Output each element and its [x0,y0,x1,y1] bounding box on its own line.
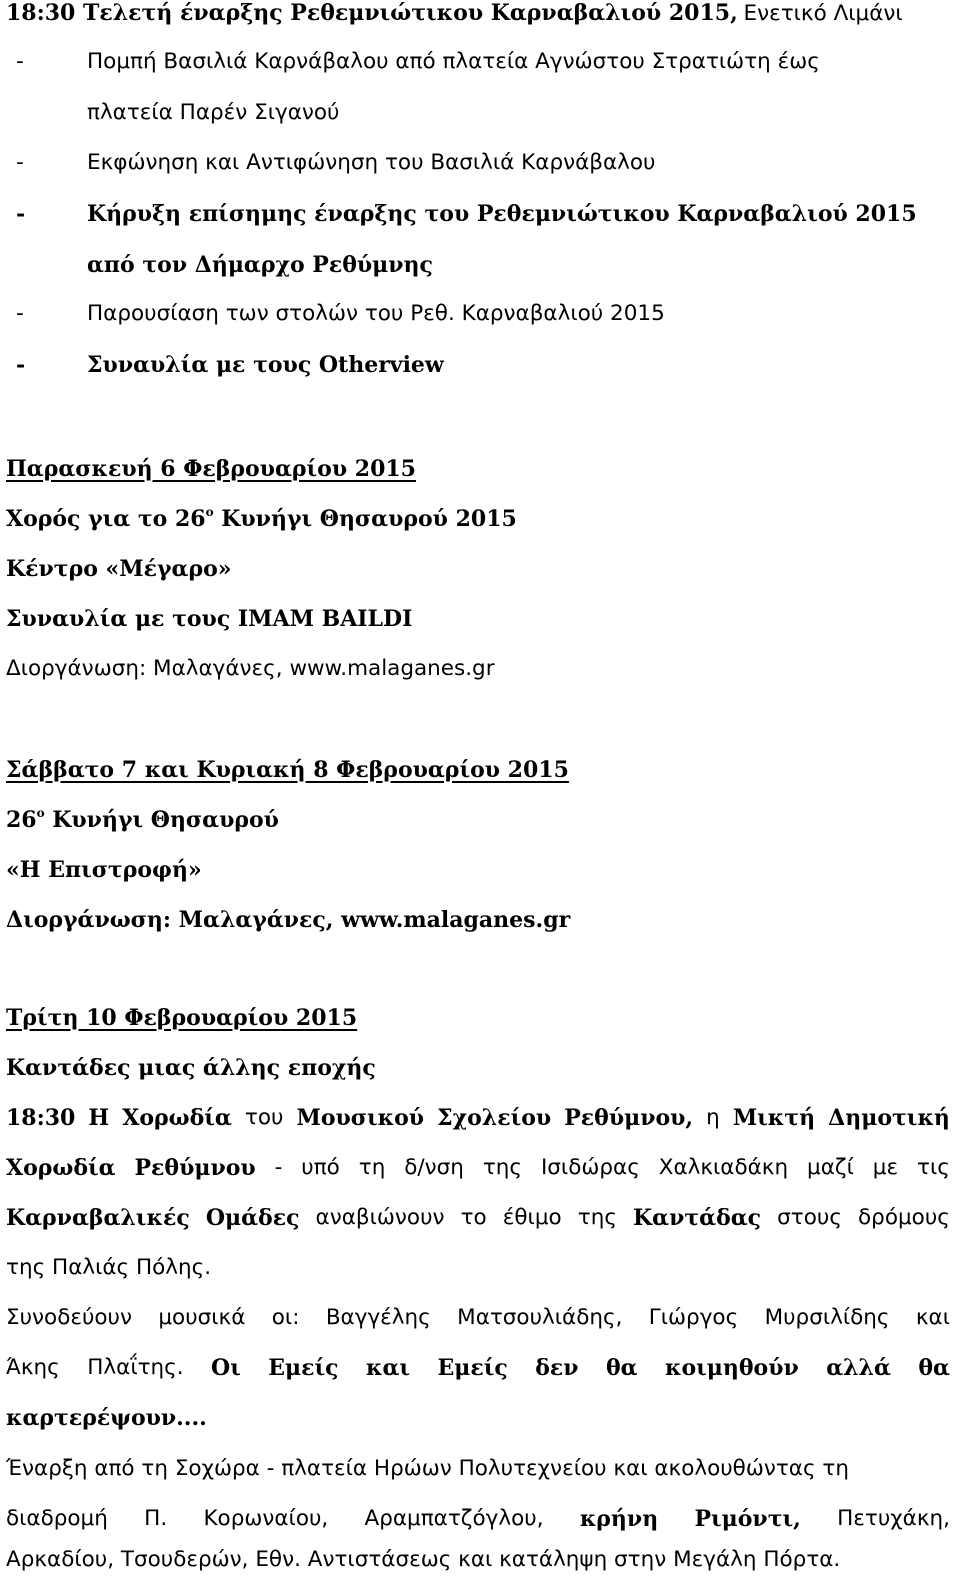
weekend-event-pre: 26 [6,807,37,833]
text-segment: Ρεθύμνου [134,1155,256,1181]
text-segment: Καρναβαλικές [6,1205,190,1231]
text-segment: Βαγγέλης [325,1305,431,1330]
text-segment: Μικτή [732,1105,816,1131]
text-segment: Γιώργος [648,1305,739,1330]
text-segment: έθιμο [502,1205,562,1230]
text-segment: Μυρσιλίδης [764,1305,890,1330]
text-segment: μουσικά [158,1305,246,1330]
tuesday-p2-line2 [6,1353,950,1383]
text-segment: θα [605,1355,638,1381]
list-dash: - [16,201,26,227]
friday-event-sup: ο [205,505,214,519]
ceremony-heading-title: 18:30 Τελετή έναρξης Ρεθεμνιώτικου Καρναβαλιού 2015, [6,0,738,26]
text-segment: Άκης [6,1355,60,1380]
friday-organizer: Διοργάνωση: Μαλαγάνες, www.malaganes.gr [6,656,495,681]
tuesday-p1-line2 [6,1153,950,1183]
weekend-event [6,805,950,835]
text-segment: Οι [211,1355,241,1381]
text-segment: Ισιδώρας [540,1155,640,1180]
weekend-date: Σάββατο 7 και Κυριακή 8 Φεβρουαρίου 2015 [6,757,569,783]
weekend-subtitle: «Η Επιστροφή» [6,857,202,883]
text-segment: Κορωναίου, [203,1506,329,1531]
list-dash: - [16,150,24,175]
tuesday-p3-line1: Έναρξη από τη Σοχώρα - πλατεία Ηρώων Πολυτεχνείου και ακολουθώντας τη [6,1456,849,1481]
ceremony-heading-place: Ενετικό Λιμάνι [743,1,903,26]
text-segment: δρόμους [858,1205,950,1230]
text-segment: Μουσικού [296,1105,425,1131]
text-segment: κρήνη [579,1506,659,1532]
text-segment: του [244,1105,284,1130]
text-segment: Ρεθύμνου, [564,1105,694,1131]
text-segment: 18:30 [6,1105,76,1131]
text-segment: κοιμηθούν [664,1355,799,1381]
tuesday-p1-line4: της Παλιάς Πόλης. [6,1255,212,1280]
list-dash: - [16,301,24,326]
list-dash: - [16,352,26,378]
text-segment: αλλά [826,1355,891,1381]
text-segment: Σχολείου [437,1105,552,1131]
friday-venue: Κέντρο «Μέγαρο» [6,556,232,582]
ceremony-item-1-cont: πλατεία Παρέν Σιγανού [87,100,340,125]
text-segment: και [915,1305,950,1330]
text-segment: δ/νση [404,1155,464,1180]
text-segment: τη [358,1155,386,1180]
text-segment: της [482,1155,523,1180]
text-segment: Π. [144,1506,168,1531]
tuesday-p1-line3 [6,1203,950,1233]
text-segment: διαδρομή [6,1506,108,1531]
weekend-organizer: Διοργάνωση: Μαλαγάνες, www.malaganes.gr [6,907,571,933]
ceremony-item-3-text: Κήρυξη επίσημης έναρξης του Ρεθεμνιώτικου Καρναβαλιού 2015 [87,201,917,227]
friday-event-post: Κυνήγι Θησαυρού 2015 [213,506,517,532]
tuesday-p3-line3: Αρκαδίου, Τσουδερών, Εθν. Αντιστάσεως και κατάληψη στην Μεγάλη Πόρτα. [6,1547,841,1572]
ceremony-item-2-text: Εκφώνηση και Αντιφώνηση του Βασιλιά Καρνάβαλου [87,150,656,175]
ceremony-item-5-text: Συναυλία με τους Otherview [87,352,444,378]
friday-concert: Συναυλία με τους IMAM BAILDI [6,606,413,632]
tuesday-p3-line2 [6,1504,950,1534]
text-segment: Αραμπατζόγλου, [364,1506,544,1531]
text-segment: Συνοδεύουν [6,1305,133,1330]
text-segment: η [706,1105,720,1130]
text-segment: θα [918,1355,950,1381]
ceremony-item-1-text: Πομπή Βασιλιά Καρνάβαλου από πλατεία Αγνώστου Στρατιώτη έως [87,49,820,74]
tuesday-p2-line3: καρτερέψουν.... [6,1405,207,1431]
text-segment: της [577,1205,617,1230]
text-segment: Καντάδας [633,1205,762,1231]
friday-event [6,504,950,534]
text-segment: δεν [535,1355,579,1381]
friday-event-pre: Χορός για το 26 [6,506,206,532]
text-segment: Χαλκιαδάκη [658,1155,789,1180]
text-segment: Χορωδία [122,1105,232,1131]
text-segment: αναβιώνουν [315,1205,445,1230]
text-segment: Εμείς [268,1355,339,1381]
text-segment: Εμείς [437,1355,508,1381]
text-segment: Δημοτική [828,1105,950,1131]
text-segment: Η [88,1105,110,1131]
friday-date: Παρασκευή 6 Φεβρουαρίου 2015 [6,456,416,482]
text-segment: Ριμόντι, [694,1506,801,1532]
text-segment: Ομάδες [205,1205,300,1231]
text-segment: Ματσουλιάδης, [457,1305,623,1330]
tuesday-date: Τρίτη 10 Φεβρουαρίου 2015 [6,1005,358,1031]
tuesday-p1-line1 [6,1103,950,1133]
ceremony-item-4-text: Παρουσίαση των στολών του Ρεθ. Καρναβαλιού 2015 [87,301,665,326]
text-segment: στους [777,1205,842,1230]
weekend-event-sup: ο [36,806,45,820]
text-segment: τις [917,1155,950,1180]
text-segment: - [274,1155,283,1180]
text-segment: Χορωδία [6,1155,116,1181]
text-segment: υπό [301,1155,340,1180]
text-segment: μαζί [807,1155,854,1180]
text-segment: οι: [271,1305,300,1330]
text-segment: με [872,1155,899,1180]
text-segment: το [460,1205,487,1230]
weekend-event-post: Κυνήγι Θησαυρού [44,807,279,833]
ceremony-heading [6,0,950,29]
text-segment: Πετυχάκη, [837,1506,950,1531]
text-segment: και [365,1355,411,1381]
tuesday-title: Καντάδες μιας άλλης εποχής [6,1055,376,1081]
text-segment: Πλαΐτης. [87,1355,184,1380]
tuesday-p2-line1 [6,1303,950,1333]
list-dash: - [16,49,24,74]
ceremony-item-3-cont: από τον Δήμαρχο Ρεθύμνης [87,252,433,278]
